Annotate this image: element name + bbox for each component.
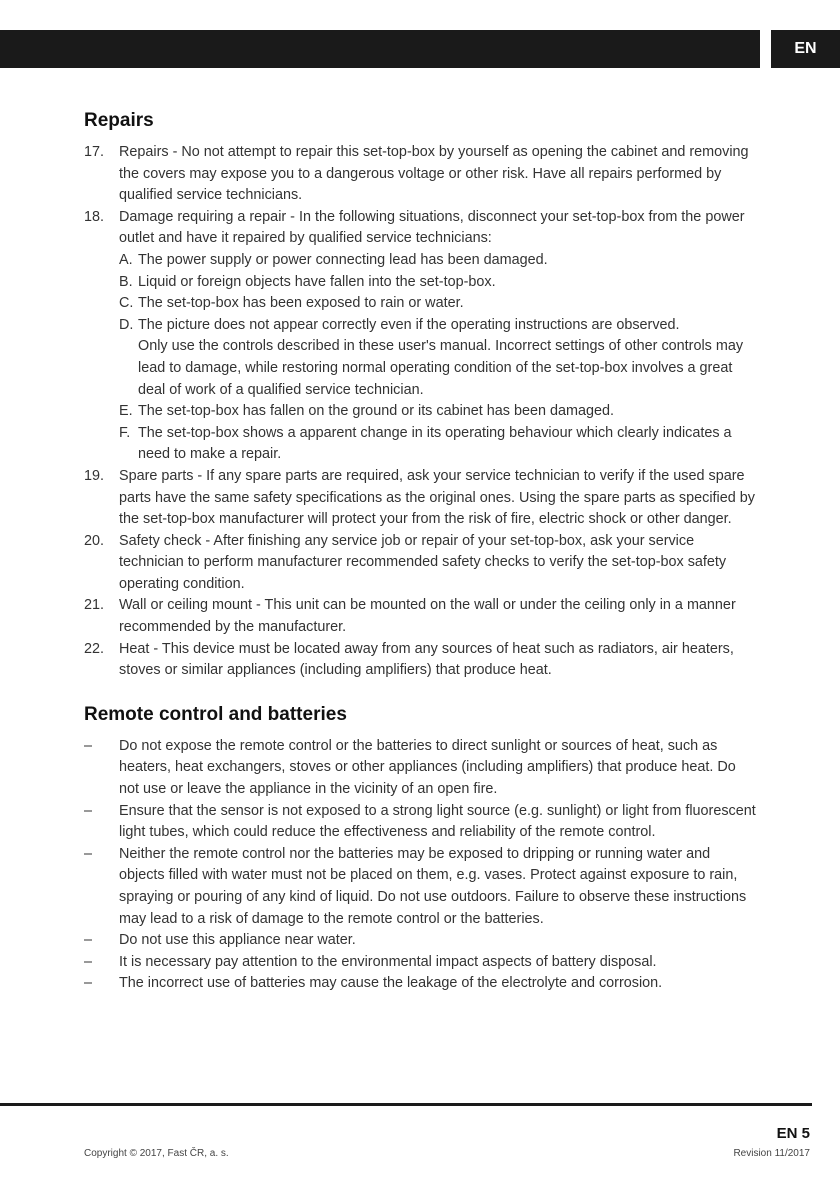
item-text: Do not expose the remote control or the batteries to direct sunlight or sources of heat, such as heaters, heat exchangers, stoves or other appliances (including amplifiers) that produce heat. Do not use or leave the appliance in the vicinity of an open fire. bbox=[119, 737, 736, 798]
item-number: 17. bbox=[84, 144, 105, 160]
sub-item-text: The power supply or power connecting lead has been damaged. bbox=[138, 251, 548, 268]
list-item bbox=[84, 930, 756, 952]
revision-text: Revision 11/2017 bbox=[733, 1148, 810, 1159]
item-text: Ensure that the sensor is not exposed to a strong light source (e.g. sunlight) or light from fluorescent light tubes, which could reduce the effectiveness and reliability of the remote control. bbox=[119, 802, 756, 841]
item-text: The incorrect use of batteries may cause the leakage of the electrolyte and corrosion. bbox=[119, 975, 663, 992]
item-text: Do not use this appliance near water. bbox=[119, 932, 356, 949]
list-item bbox=[84, 142, 756, 207]
item-dash: – bbox=[84, 737, 93, 754]
item-number: 20. bbox=[84, 532, 105, 549]
item-number: 21. bbox=[84, 597, 105, 614]
sub-item-letter: A. bbox=[119, 251, 133, 268]
sub-item bbox=[119, 315, 756, 401]
section-title-repairs: Repairs bbox=[84, 110, 154, 131]
item-text: Damage requiring a repair - In the following situations, disconnect your set-top-box from the power outlet and have it repaired by qualified service technicians: bbox=[119, 208, 745, 247]
sub-item-letter: B. bbox=[119, 273, 133, 290]
sub-item-letter: C. bbox=[119, 295, 134, 312]
list-item bbox=[84, 466, 756, 531]
section-title-remote: Remote control and batteries bbox=[84, 703, 347, 725]
item-text: Repairs - No not attempt to repair this set-top-box by yourself as opening the cabinet and removing the covers may expose you to a dangerous voltage or other risk. Have all repairs performed by qualified service technicians. bbox=[119, 144, 749, 204]
item-text: Heat - This device must be located away from any sources of heat such as radiators, air heaters, stoves or similar appliances (including amplifiers) that produce heat. bbox=[119, 640, 734, 679]
header-bar bbox=[0, 30, 760, 68]
sub-item-letter: F. bbox=[119, 424, 131, 441]
sub-item bbox=[119, 423, 756, 466]
sub-item bbox=[119, 272, 756, 294]
item-dash: – bbox=[84, 975, 93, 992]
list-item bbox=[84, 973, 756, 995]
sub-item-text: The set-top-box has fallen on the ground or its cabinet has been damaged. bbox=[138, 403, 615, 420]
list-item bbox=[84, 952, 756, 974]
footer-divider bbox=[0, 1103, 812, 1106]
list-item bbox=[84, 844, 756, 930]
sub-item-text: The set-top-box has been exposed to rain or water. bbox=[138, 295, 464, 312]
sub-item bbox=[119, 293, 756, 315]
main-content bbox=[84, 108, 756, 995]
sub-item-text: The set-top-box shows a apparent change in its operating behaviour which clearly indicates a need to make a repair. bbox=[138, 424, 732, 463]
sub-item-text: The picture does not appear correctly even if the operating instructions are observed. bbox=[138, 316, 680, 333]
item-text: Neither the remote control nor the batteries may be exposed to dripping or running water and objects filled with water must not be placed on them, e.g. vases. Protect against exposure to rain, spraying or pouring of any kind of liquid. Do not use outdoors. Failure to observe these instructions may lead to a risk of damage to the remote control or the batteries. bbox=[119, 845, 747, 927]
item-number: 18. bbox=[84, 208, 105, 225]
sub-item-text: Liquid or foreign objects have fallen into the set-top-box. bbox=[138, 273, 496, 290]
list-item bbox=[84, 639, 756, 682]
page-number: EN 5 bbox=[776, 1125, 810, 1142]
list-item bbox=[84, 531, 756, 596]
sub-item-letter: D. bbox=[119, 316, 134, 333]
sub-item bbox=[119, 250, 756, 272]
item-dash: – bbox=[84, 932, 93, 949]
list-item bbox=[84, 595, 756, 638]
item-dash: – bbox=[84, 802, 93, 819]
sub-item bbox=[119, 401, 756, 423]
copyright-text: Copyright © 2017, Fast ČR, a. s. bbox=[84, 1148, 229, 1159]
language-tab: EN bbox=[771, 30, 840, 68]
item-number: 22. bbox=[84, 640, 105, 657]
item-number: 19. bbox=[84, 467, 105, 484]
item-text: Spare parts - If any spare parts are required, ask your service technician to verify if the used spare parts have the same safety specifications as the original ones. Using the spare parts as specified by the set-top-box manufacturer will protect your from the risk of fire, electric shock or other danger. bbox=[119, 467, 755, 528]
list-item bbox=[84, 736, 756, 801]
sub-item-letter: E. bbox=[119, 403, 133, 420]
item-dash: – bbox=[84, 953, 93, 970]
list-item bbox=[84, 801, 756, 844]
item-text: Safety check - After finishing any service job or repair of your set-top-box, ask your service technician to perform manufacturer recommended safety checks to verify the set-top-box safety operating condition. bbox=[119, 532, 727, 592]
item-text: It is necessary pay attention to the environmental impact aspects of battery disposal. bbox=[119, 953, 657, 970]
list-item bbox=[84, 207, 756, 466]
item-dash: – bbox=[84, 845, 93, 862]
item-text: Wall or ceiling mount - This unit can be mounted on the wall or under the ceiling only in a manner recommended by the manufacturer. bbox=[119, 597, 736, 636]
sub-item-note: Only use the controls described in these user's manual. Incorrect settings of other controls may lead to damage, while restoring normal operating condition of the set-top-box involves a great deal of work of a qualified service technician. bbox=[138, 338, 744, 398]
